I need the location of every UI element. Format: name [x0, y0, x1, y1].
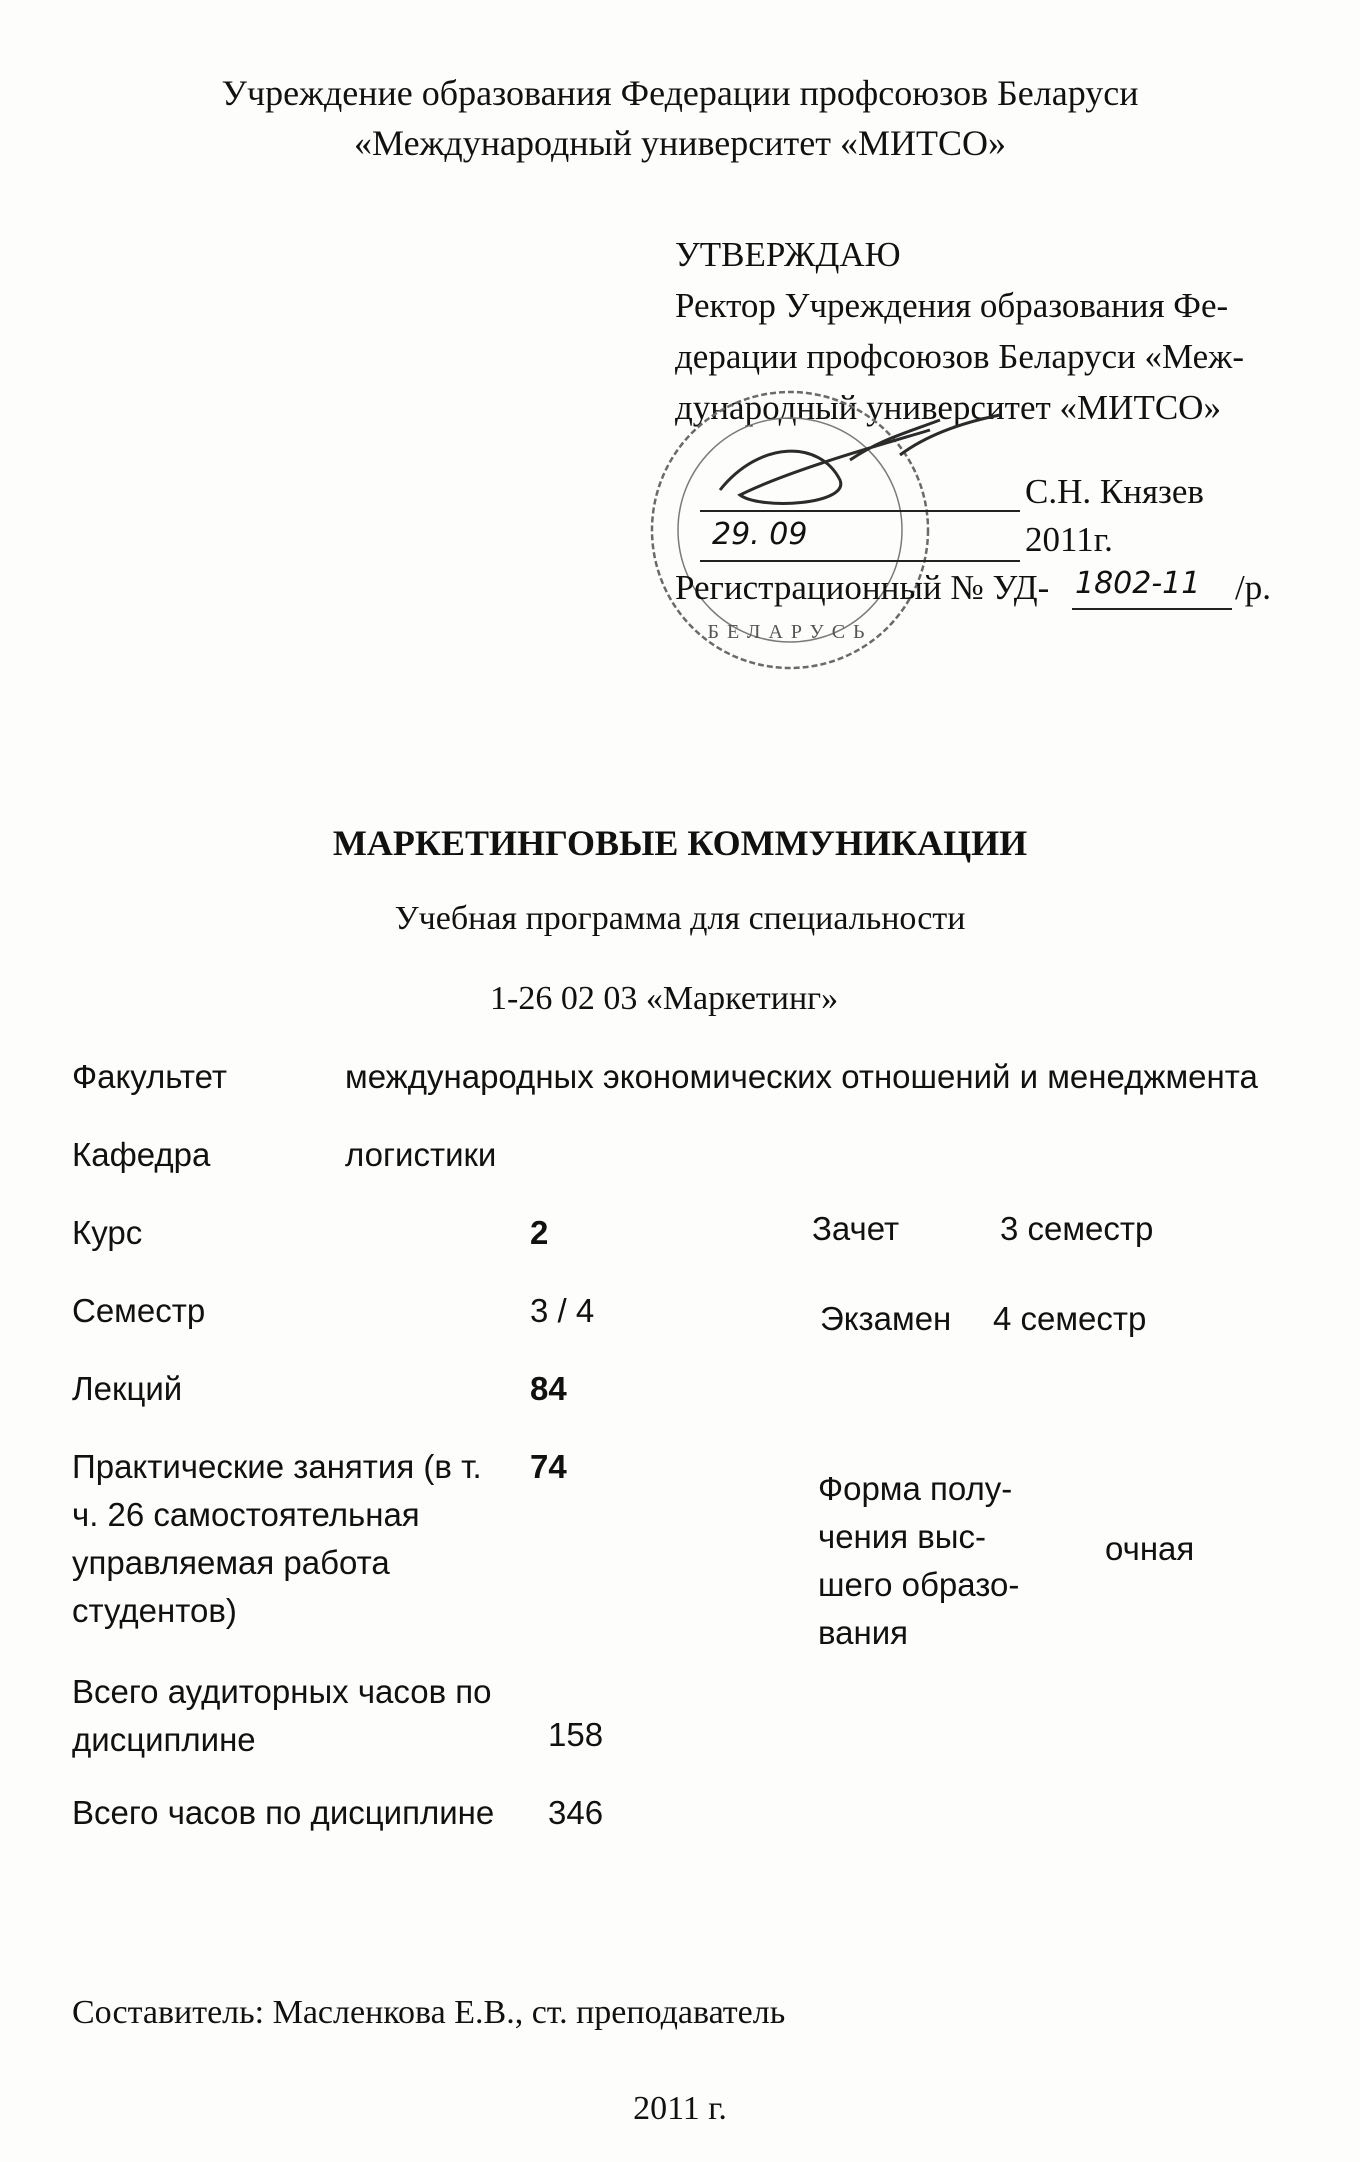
registration-label: Регистрационный № УД- — [675, 568, 1050, 607]
specialty-code: 1-26 02 03 «Маркетинг» — [490, 980, 839, 1017]
practical-label: Практические занятия (в т. ч. 26 самостоятельная управляемая работа студентов) — [72, 1448, 482, 1629]
lectures-label: Лекций — [72, 1370, 183, 1407]
exam-value: 4 семестр — [993, 1300, 1147, 1337]
course-year-value: 2 — [530, 1214, 549, 1251]
total-hours-label: Всего часов по дисциплине — [72, 1794, 495, 1831]
practical-value: 74 — [530, 1448, 567, 1485]
lectures-value: 84 — [530, 1370, 567, 1407]
signature-line — [700, 510, 1020, 512]
date-line — [700, 560, 1020, 562]
compiler-line: Составитель: Масленкова Е.В., ст. преподаватель — [72, 1994, 786, 2031]
document-year: 2011 г. — [633, 2090, 727, 2127]
auditorium-hours-label: Всего аудиторных часов по дисциплине — [72, 1673, 492, 1758]
approval-title: УТВЕРЖДАЮ — [675, 235, 901, 274]
exam-label: Экзамен — [820, 1300, 952, 1337]
course-subtitle: Учебная программа для специальности — [394, 900, 966, 937]
rector-name: С.Н. Князев — [1025, 472, 1204, 511]
auditorium-hours-value: 158 — [548, 1716, 604, 1753]
registration-line — [1072, 608, 1232, 610]
institution-line-2: «Международный университет «МИТСО» — [354, 123, 1006, 163]
registration-number: 1802-11 — [1075, 566, 1201, 601]
institution-line-1: Учреждение образования Федерации профсоюзов Беларуси — [221, 73, 1139, 113]
course-year-label: Курс — [72, 1214, 143, 1251]
semester-value: 3 / 4 — [530, 1292, 595, 1329]
approval-line-3: дународный университет «МИТСО» — [675, 388, 1221, 427]
approval-line-2: дерации профсоюзов Беларуси «Меж- — [675, 337, 1245, 376]
credit-label: Зачет — [812, 1210, 900, 1247]
approval-date: 29. 09 — [712, 517, 808, 552]
department-value: логистики — [345, 1136, 497, 1173]
faculty-value: международных экономических отношений и менеджмента — [345, 1058, 1258, 1095]
semester-label: Семестр — [72, 1292, 206, 1329]
credit-value: 3 семестр — [1000, 1210, 1154, 1247]
course-title: МАРКЕТИНГОВЫЕ КОММУНИКАЦИИ — [332, 823, 1028, 863]
registration-suffix: /р. — [1235, 568, 1271, 607]
department-label: Кафедра — [72, 1136, 211, 1173]
total-hours-value: 346 — [548, 1794, 604, 1831]
approval-year: 2011г. — [1025, 520, 1113, 559]
faculty-label: Факультет — [72, 1058, 228, 1095]
stamp-bottom-text: БЕЛАРУСЬ — [707, 621, 873, 643]
study-form-value: очная — [1105, 1530, 1195, 1567]
approval-line-1: Ректор Учреждения образования Фе- — [675, 286, 1229, 325]
study-form-label: Форма полу-чения выс-шего образо-вания — [818, 1470, 1020, 1651]
